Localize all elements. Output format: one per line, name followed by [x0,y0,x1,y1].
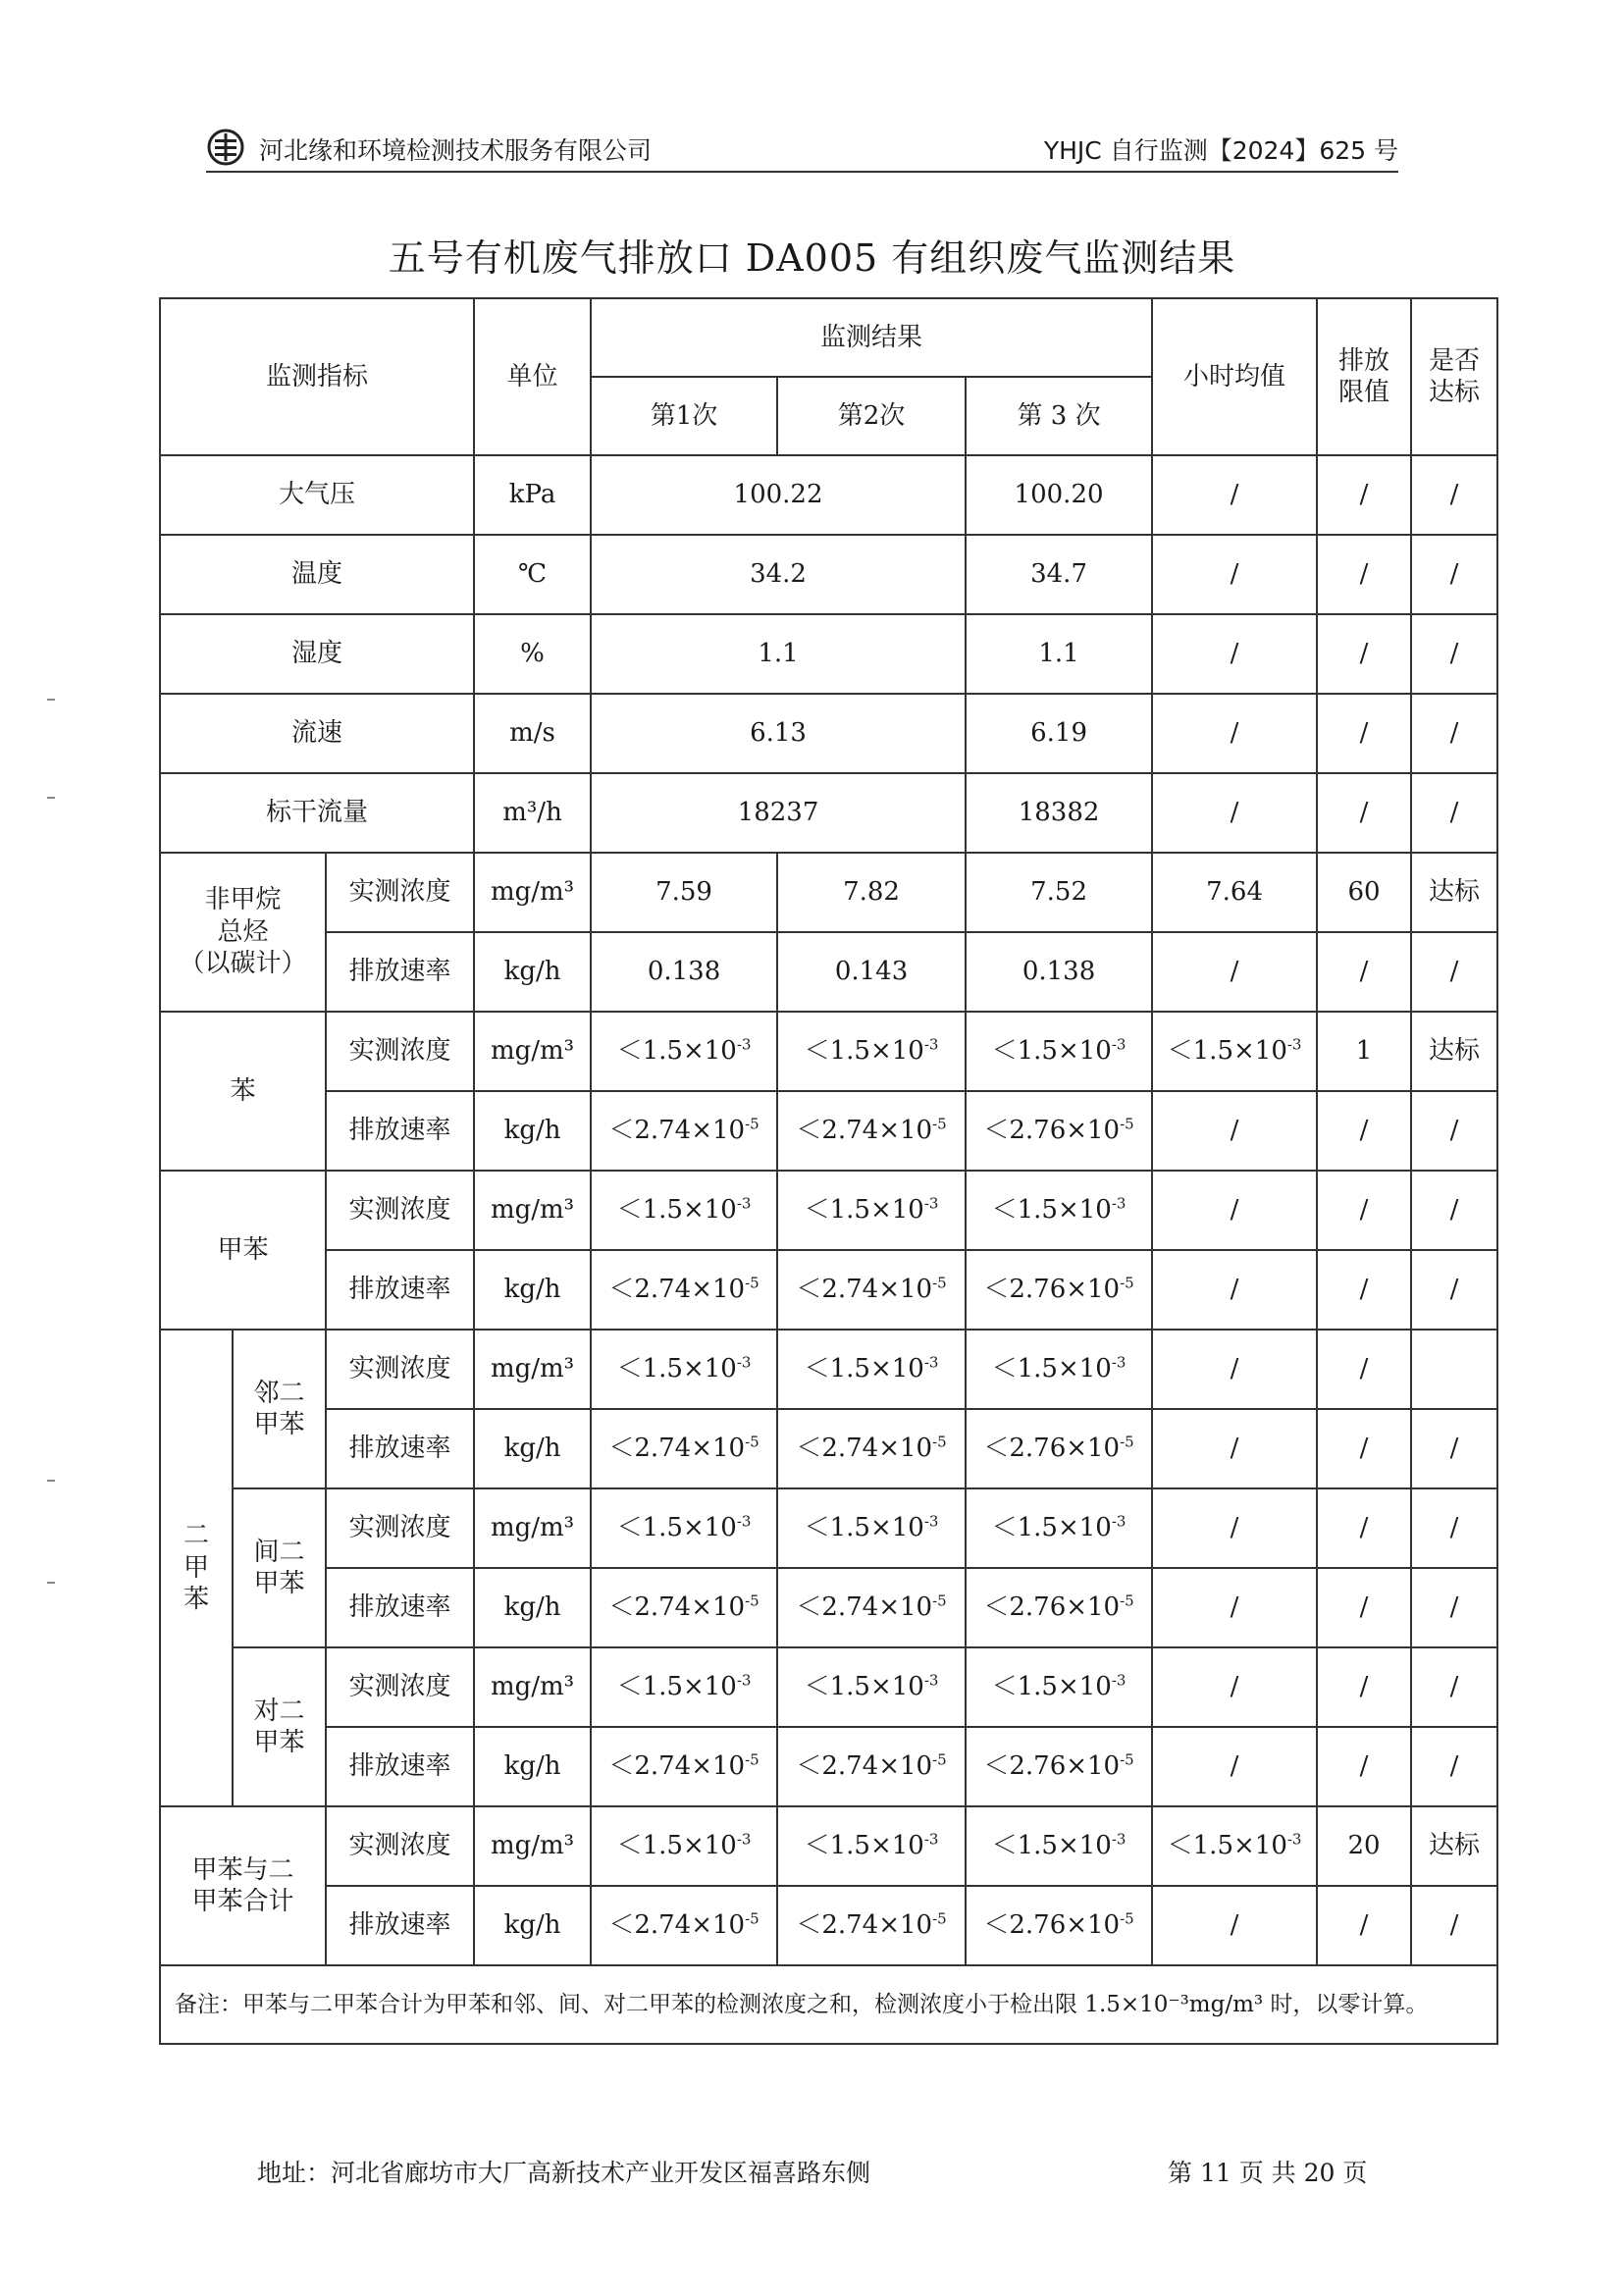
margin-mark [47,797,55,799]
company-name: 河北缘和环境检测技术服务有限公司 [259,136,653,165]
page-title: 五号有机废气排放口 DA005 有组织废气监测结果 [388,236,1236,280]
o-xylene-label: 邻二 甲苯 [233,1330,326,1488]
company-logo-icon [206,128,245,167]
table-row: 排放速率 kg/h $<2.74\times 10^{-5}$ $<2.74\times 10^{-5}$ $<2.76\times 10^{-5}$ / / / [160,1250,1497,1330]
table-row: 甲苯 实测浓度 mg/m³ $<1.5\times 10^{-3}$ $<1.5\times 10^{-3}$ $<1.5\times 10^{-3}$ / / / [160,1171,1497,1250]
table-row: 大气压 kPa 100.22 100.20 / / / [160,455,1497,535]
header-unit: 单位 [474,298,591,455]
toluene-label: 甲苯 [160,1171,326,1330]
header-hourly-avg: 小时均值 [1152,298,1317,455]
header-compliant: 是否 达标 [1411,298,1497,455]
table-row: 苯 实测浓度 mg/m³ $<1.5\times 10^{-3}$ $<1.5\times 10^{-3}$ $<1.5\times 10^{-3}$ $<1.5\times 10^{-3}$ 1 达标 [160,1012,1497,1091]
header-run2: 第2次 [777,377,966,455]
table-row: 湿度 % 1.1 1.1 / / / [160,614,1497,694]
table-row: 对二 甲苯 实测浓度 mg/m³ $<1.5\times 10^{-3}$ $<1.5\times 10^{-3}$ $<1.5\times 10^{-3}$ / / / [160,1647,1497,1727]
table-row: 流速 m/s 6.13 6.19 / / / [160,694,1497,773]
table-row: 排放速率 kg/h $<2.74\times 10^{-5}$ $<2.74\times 10^{-5}$ $<2.76\times 10^{-5}$ / / / [160,1409,1497,1488]
table-row: 排放速率 kg/h $<2.74\times 10^{-5}$ $<2.74\times 10^{-5}$ $<2.76\times 10^{-5}$ / / / [160,1727,1497,1806]
header-run1: 第1次 [591,377,777,455]
header-limit: 排放 限值 [1317,298,1411,455]
footer-address: 地址：河北省廊坊市大厂高新技术产业开发区福喜路东侧 [257,2159,871,2187]
table-row: 排放速率 kg/h $<2.74\times 10^{-5}$ $<2.74\times 10^{-5}$ $<2.76\times 10^{-5}$ / / / [160,1568,1497,1647]
header-indicator: 监测指标 [160,298,474,455]
document-number: YHJC 自行监测【2024】625 号 [1043,136,1398,165]
page-number: 第 11 页 共 20 页 [1168,2159,1368,2187]
margin-mark [47,1480,55,1482]
table-row: 甲苯与二 甲苯合计 实测浓度 mg/m³ $<1.5\times 10^{-3}$ $<1.5\times 10^{-3}$ $<1.5\times 10^{-3}$ $<1.5\times 10^{-3}$ 20 达标 [160,1806,1497,1886]
results-table [159,297,1498,2045]
margin-mark [47,1582,55,1584]
note-row [160,1965,1497,2044]
table-row: 标干流量 m³/h 18237 18382 / / / [160,773,1497,853]
header-results: 监测结果 [591,298,1152,377]
total-label: 甲苯与二 甲苯合计 [160,1806,326,1965]
table-row: 非甲烷 总烃 （以碳计） 实测浓度 mg/m³ 7.59 7.82 7.52 7.64 60 达标 [160,853,1497,932]
table-row: 间二 甲苯 实测浓度 mg/m³ $<1.5\times 10^{-3}$ $<1.5\times 10^{-3}$ $<1.5\times 10^{-3}$ / / / [160,1488,1497,1568]
margin-mark [47,699,55,701]
m-xylene-label: 间二 甲苯 [233,1488,326,1647]
table-header-row [160,298,1497,377]
xylene-label: 二 甲 苯 [160,1330,233,1806]
page-header [206,126,1398,173]
table-note: 备注：甲苯与二甲苯合计为甲苯和邻、间、对二甲苯的检测浓度之和，检测浓度小于检出限 1.5×10⁻³mg/m³ 时，以零计算。 [160,1965,1497,2044]
table-row: 排放速率 kg/h $<2.74\times 10^{-5}$ $<2.74\times 10^{-5}$ $<2.76\times 10^{-5}$ / / / [160,1886,1497,1965]
header-run3: 第 3 次 [966,377,1152,455]
p-xylene-label: 对二 甲苯 [233,1647,326,1806]
table-row: 温度 ℃ 34.2 34.7 / / / [160,535,1497,614]
table-row: 二 甲 苯 邻二 甲苯 实测浓度 mg/m³ $<1.5\times 10^{-3}$ $<1.5\times 10^{-3}$ $<1.5\times 10^{-3}$ / / [160,1330,1497,1409]
benzene-label: 苯 [160,1012,326,1171]
nmhc-label: 非甲烷 总烃 （以碳计） [160,853,326,1012]
table-row: 排放速率 kg/h $<2.74\times 10^{-5}$ $<2.74\times 10^{-5}$ $<2.76\times 10^{-5}$ / / / [160,1091,1497,1171]
table-row: 排放速率 kg/h 0.138 0.143 0.138 / / / [160,932,1497,1012]
